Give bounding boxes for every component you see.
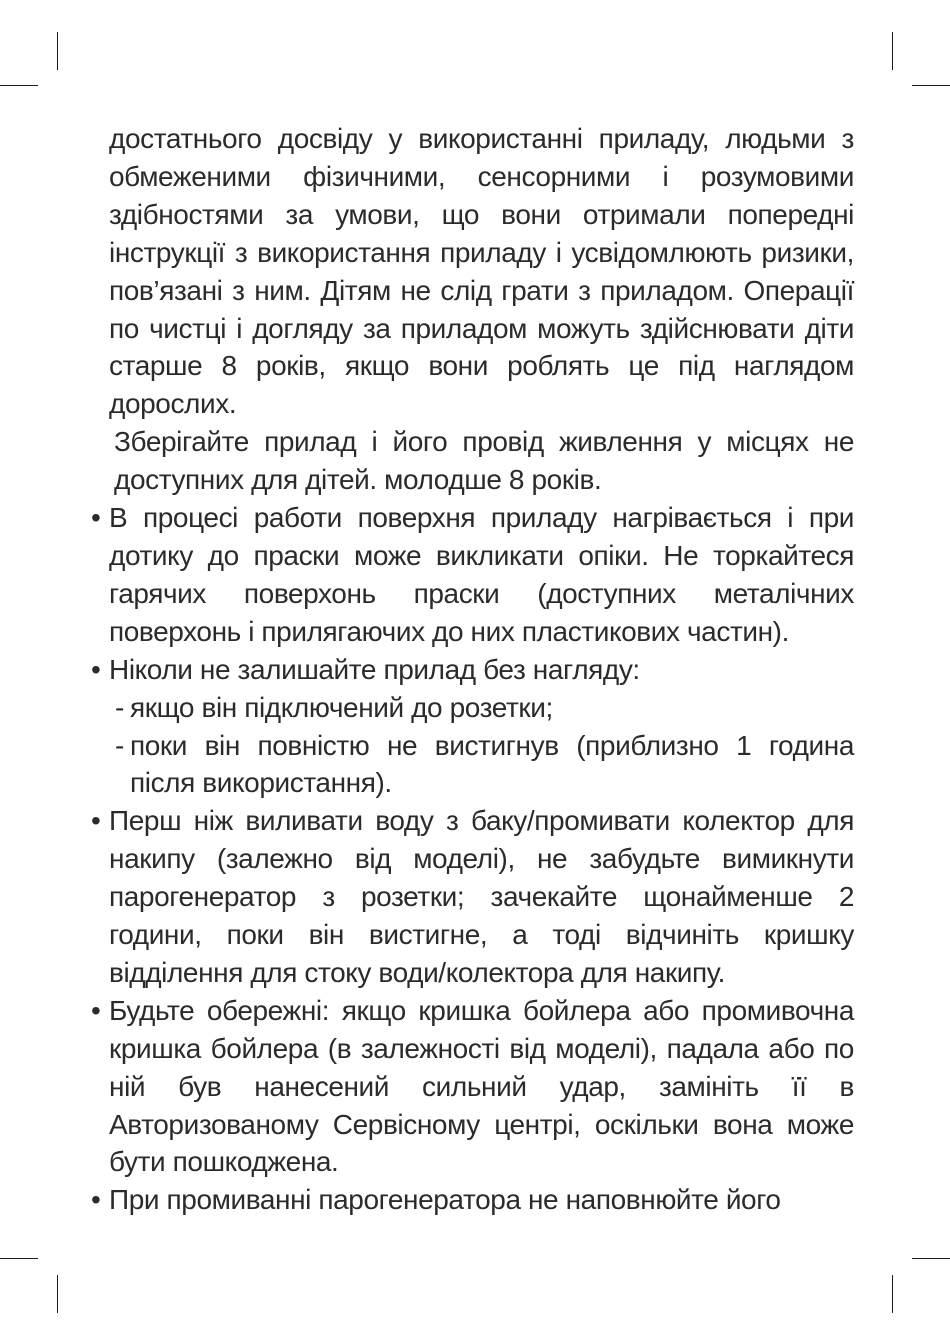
bullet-text: При промиванні парогенератора не наповнюйте його: [109, 1184, 781, 1216]
bullet-text: Ніколи не залишайте прилад без нагляду:: [109, 653, 640, 685]
crop-mark-bottom-left-horizontal: [0, 1258, 38, 1259]
sub-item-text: якщо він підключений до розетки;: [130, 691, 553, 723]
bullet-item-hot-surfaces: [88, 499, 854, 651]
crop-mark-bottom-right-horizontal: [912, 1258, 950, 1259]
bullet-mark: •: [91, 653, 101, 685]
dash-mark: -: [115, 729, 124, 761]
crop-mark-bottom-right-vertical: [892, 1275, 893, 1313]
intro-paragraph: достатнього досвіду у використанні приладу, людьми з обмеженими фізичними, сенсорними і розумовими здібностями за умови, що вони отримали попередні інструкції з використання приладу і усвідомлюють ризики, пов’язані з ним. Дітям не слід грати з приладом. Операції по чистці і догляду за приладом можуть здійснювати діти старше 8 років, якщо вони роблять це під наглядом дорослих.: [109, 123, 854, 420]
bullet-mark: •: [91, 805, 101, 837]
bullet-mark: •: [91, 502, 101, 534]
sub-item-plugged-in: [88, 689, 854, 727]
bullet-item-rinsing: [88, 1181, 854, 1219]
storage-paragraph: Зберігайте прилад і його провід живлення у місцях не доступних для дітей. молодше 8 років.: [114, 426, 854, 496]
bullet-text: Перш ніж виливати воду з баку/промивати колектор для накипу (залежно від моделі), не забудьте вимикнути парогенератор з розетки; зачекайте щонайменше 2 години, поки він вистигне, а тоді відчиніть кришку відділення для стоку води/колектора для накипу.: [109, 805, 854, 988]
dash-mark: -: [115, 691, 124, 723]
bullet-mark: •: [91, 1184, 101, 1216]
crop-mark-top-right-vertical: [892, 32, 893, 70]
sub-item-not-cooled: [88, 727, 854, 803]
bullet-item-drain-water: [88, 802, 854, 992]
crop-mark-top-right-horizontal: [912, 85, 950, 86]
bullet-text: В процесі работи поверхня приладу нагрівається і при дотику до праски може викликати опіки. Не торкайтеся гарячих поверхонь праски (доступних металічних поверхонь і прилягаючих до них пластикових частин).: [109, 502, 854, 647]
bullet-item-boiler-cap: [88, 992, 854, 1182]
document-body: [88, 120, 854, 1219]
bullet-mark: •: [91, 994, 101, 1026]
crop-mark-top-left-vertical: [57, 32, 58, 70]
sub-item-text: поки він повністю не вистигнув (приблизно 1 година після використання).: [130, 729, 854, 799]
crop-mark-top-left-horizontal: [0, 85, 38, 86]
crop-mark-bottom-left-vertical: [57, 1275, 58, 1313]
bullet-text: Будьте обережні: якщо кришка бойлера або промивочна кришка бойлера (в залежності від моделі), падала або по ній був нанесений сильний удар, замініть її в Авторизованому Сервісному центрі, оскільки вона може бути пошкоджена.: [109, 994, 854, 1178]
bullet-item-never-unattended: [88, 651, 854, 689]
